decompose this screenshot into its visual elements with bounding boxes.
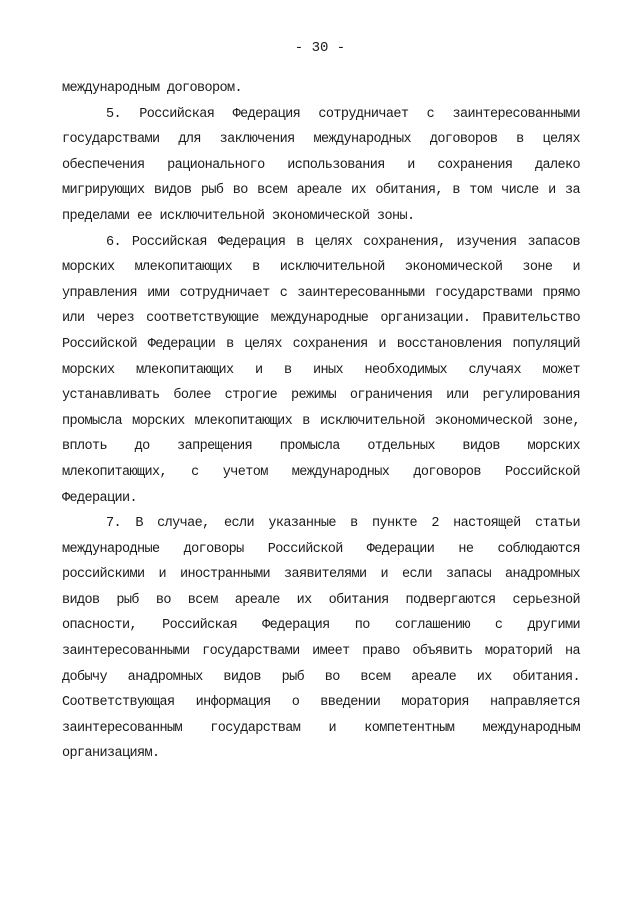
paragraph-6-line: морских млекопитающих и в иных необходимых случаях может bbox=[62, 362, 580, 378]
paragraph-7-line: Соответствующая информация о введении моратория направляется bbox=[62, 695, 580, 711]
paragraph-6-line: устанавливать более строгие режимы ограничения или регулирования bbox=[62, 388, 580, 404]
paragraph-7-line: 7. В случае, если указанные в пункте 2 настоящей статьи bbox=[106, 516, 580, 532]
paragraph-7-line: видов рыб во всем ареале их обитания подвергаются серьезной bbox=[62, 592, 580, 608]
paragraph-6-line: млекопитающих, с учетом международных договоров Российской bbox=[62, 464, 580, 480]
paragraph-5-line: 5. Российская Федерация сотрудничает с заинтересованными bbox=[106, 106, 580, 122]
paragraph-7-line: заинтересованными государствами имеет право объявить мораторий на bbox=[62, 644, 580, 660]
paragraph-7-line: опасности, Российская Федерация по соглашению с другими bbox=[62, 618, 580, 634]
text-line: международным договором. bbox=[62, 81, 243, 96]
paragraph-6-line: Российской Федерации в целях сохранения и восстановления популяций bbox=[62, 336, 580, 352]
paragraph-5-line: обеспечения рационального использования и сохранения далеко bbox=[62, 157, 580, 173]
paragraph-5-line: мигрирующих видов рыб во всем ареале их обитания, в том числе и за bbox=[62, 183, 580, 199]
page-number: - 30 - bbox=[294, 40, 346, 56]
paragraph-6-line: промысла морских млекопитающих в исключительной экономической зоне, bbox=[62, 413, 580, 429]
paragraph-6-line: морских млекопитающих в исключительной экономической зоне и bbox=[62, 260, 580, 276]
paragraph-5-line: государствами для заключения международных договоров в целях bbox=[62, 132, 580, 148]
paragraph-7-line: заинтересованным государствам и компетентным международным bbox=[62, 720, 580, 736]
paragraph-5-line: пределами ее исключительной экономической зоны. bbox=[62, 208, 415, 224]
paragraph-7-line: международные договоры Российской Федерации не соблюдаются bbox=[62, 541, 580, 557]
paragraph-7-line: организациям. bbox=[62, 746, 160, 762]
paragraph-7-line: российскими и иностранными заявителями и если запасы анадромных bbox=[62, 567, 580, 583]
paragraph-6-line: или через соответствующие международные организации. Правительство bbox=[62, 311, 580, 327]
paragraph-6-line: Федерации. bbox=[62, 490, 138, 506]
paragraph-6-line: 6. Российская Федерация в целях сохранения, изучения запасов bbox=[106, 234, 580, 250]
paragraph-7-line: добычу анадромных видов рыб во всем ареале их обитания. bbox=[62, 669, 580, 685]
document-body bbox=[62, 76, 580, 767]
paragraph-6-line: управления ими сотрудничает с заинтересованными государствами прямо bbox=[62, 285, 580, 301]
paragraph-6-line: вплоть до запрещения промысла отдельных видов морских bbox=[62, 439, 580, 455]
